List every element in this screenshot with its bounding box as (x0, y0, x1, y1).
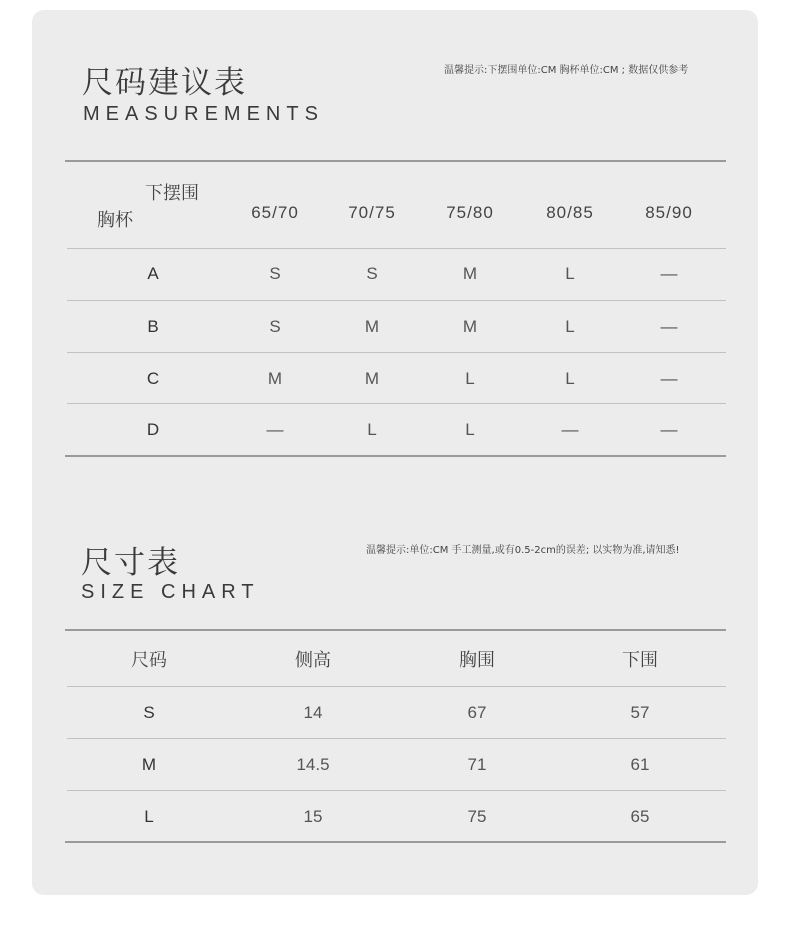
size-recommendation: M (267, 369, 283, 388)
row-divider (67, 352, 726, 353)
measurement-value: 67 (467, 703, 487, 722)
size-recommendation: — (660, 264, 678, 283)
size-recommendation: — (660, 369, 678, 388)
size-chart-bottom-rule (65, 841, 726, 843)
cup-label: C (146, 369, 160, 388)
column-header: 85/90 (645, 203, 693, 222)
column-header: 75/80 (446, 203, 494, 222)
size-chart-header: 侧高 (295, 650, 331, 671)
measurement-value: 71 (467, 755, 487, 774)
size-recommendation: L (565, 317, 575, 336)
cup-label: A (147, 264, 159, 283)
measurement-value: 61 (630, 755, 650, 774)
size-recommendation: L (565, 264, 575, 283)
measurement-value: 75 (467, 807, 487, 826)
size-recommendation: — (660, 420, 678, 439)
size-recommendation: S (269, 264, 281, 283)
recommend-subtitle: MEASUREMENTS (83, 103, 324, 125)
size-recommendation: — (266, 420, 284, 439)
size-chart-header: 下围 (622, 650, 658, 671)
size-label: L (144, 807, 154, 826)
row-divider (67, 790, 726, 791)
column-header: 65/70 (251, 203, 299, 222)
recommend-top-rule (65, 160, 726, 162)
size-label: S (143, 703, 155, 722)
row-divider (67, 738, 726, 739)
column-header: 70/75 (348, 203, 396, 222)
recommend-note: 温馨提示:下摆围单位:CM 胸杯单位:CM ; 数据仅供参考 (444, 65, 689, 76)
corner-label-hem: 下摆围 (145, 183, 199, 204)
size-label: M (141, 755, 157, 774)
recommend-title: 尺码建议表 (82, 65, 247, 101)
size-recommendation: L (565, 369, 575, 388)
measurement-value: 65 (630, 807, 650, 826)
measurement-value: 57 (630, 703, 650, 722)
column-header: 80/85 (546, 203, 594, 222)
size-chart-title: 尺寸表 (81, 545, 180, 581)
corner-label-cup: 胸杯 (97, 210, 133, 231)
size-recommendation: M (462, 264, 478, 283)
measurement-value: 15 (303, 807, 323, 826)
size-recommendation: M (462, 317, 478, 336)
size-chart-top-rule (65, 629, 726, 631)
size-recommendation: L (367, 420, 377, 439)
measurement-value: 14.5 (296, 755, 330, 774)
row-divider (67, 403, 726, 404)
size-recommendation: L (465, 420, 475, 439)
size-chart-subtitle: SIZE CHART (81, 581, 260, 603)
size-recommendation: M (364, 369, 380, 388)
size-recommendation: S (269, 317, 281, 336)
row-divider (67, 300, 726, 301)
size-recommendation: — (561, 420, 579, 439)
size-recommendation: L (465, 369, 475, 388)
measurement-value: 14 (303, 703, 323, 722)
cup-label: B (147, 317, 159, 336)
size-chart-header: 尺码 (131, 650, 167, 671)
size-chart-note: 温馨提示:单位:CM 手工测量,或有0.5-2cm的误差; 以实物为准,请知悉! (366, 545, 680, 556)
size-recommendation: — (660, 317, 678, 336)
recommend-bottom-rule (65, 455, 726, 457)
size-chart-header: 胸围 (459, 650, 495, 671)
size-recommendation: S (366, 264, 378, 283)
size-recommendation: M (364, 317, 380, 336)
row-divider (67, 686, 726, 687)
cup-label: D (146, 420, 160, 439)
row-divider (67, 248, 726, 249)
